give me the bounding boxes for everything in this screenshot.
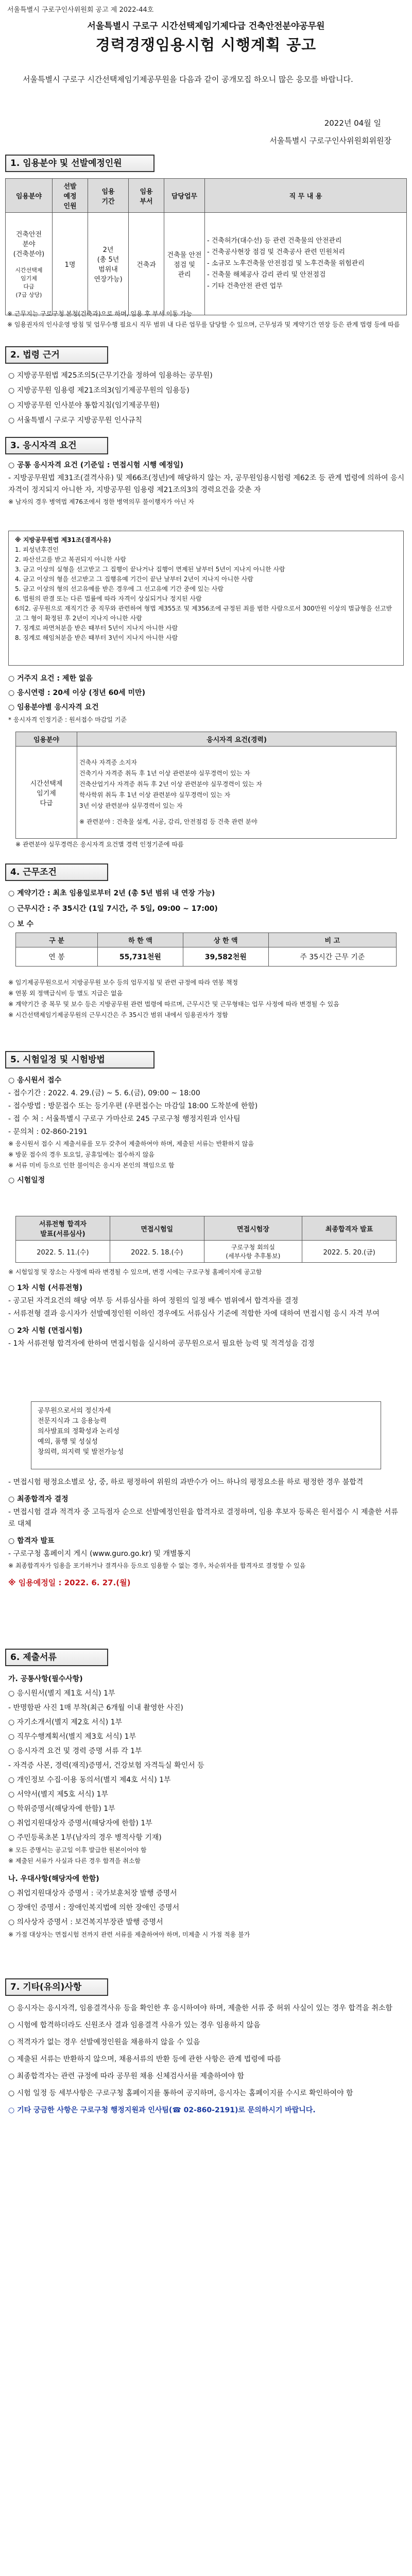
cell-duties: - 건축허가(대수선) 등 관련 건축물의 안전관리 - 건축공사현장 점검 및 건축공사 관련 민원처리 - 소규모 노후건축물 안전점검 및 노후건축물 위험관리 - 건축물 해체공사 감리 관리 및 안전점검 - 기타 건축안전 관련 업무 [205,213,407,315]
common-requirements: ○ 공통 응시자격 요건 (기준일 : 면접시험 시행 예정일) - 지방공무원법 제31조(결격사유) 및 제66조(정년)에 해당하지 않는 자, 공무원임용시험령 제62조 등 관계 법령에 의하여 응시자격이 정지되지 아니한 자, 지방공무원 임용령 제21조의3의 경력요건을 갖춘 자 ※ 남자의 경우 병역법 제76조에서 정한 병역의무 불이행자가 아닌 자 [8,461,405,505]
section-7-heading: 7. 기타(유의)사항 [5,1978,108,1996]
title-block [15,19,397,55]
col-period: 임용 기간 [88,179,129,213]
section-3-heading: 3. 응시자격 요건 [5,437,108,454]
pay-notes: ※ 임기제공무원으로서 지방공무원 보수 등의 업무지침 및 관련 규정에 따라 연봉 책정 ※ 연봉 외 정액급식비 등 별도 지급은 없음 ※ 계약기간 중 복무 및 보수 등은 지방공무원 관련 법령에 따르며, 근무시간 및 근무형태는 업무 사정에 따라 변경될 수 있음 ※ 시간선택제임기제공무원의 근무시간은 주 35시간 범위 내에서 임용권자가 정함 [8,979,339,1019]
section-5-heading: 5. 시험일정 및 시험방법 [5,1051,154,1069]
schedule-table [15,1216,397,1263]
table-header-row [6,179,407,213]
col-dept: 임용 부서 [129,179,164,213]
field-table [5,178,407,315]
section-2-heading: 2. 법령 근거 [5,346,108,364]
section-1-heading: 1. 임용분야 및 선발예정인원 [5,155,154,172]
interview-criteria-box: 공무원으로서의 정신자세 전문지식과 그 응용능력 의사발표의 정확성과 논리성 예의, 품행 및 성실성 창의력, 의지력 및 발전가능성 [31,1401,381,1469]
notice-number: 서울특별시 구로구인사위원회 공고 제 2022-44호 [7,6,154,14]
legal-basis-list: ○ 지방공무원법 제25조의5(근무기간을 정하여 임용하는 공무원) ○ 지방공무원 임용령 제21조의3(임기제공무원의 임용등) ○ 지방공무원 인사분야 통합지침(임기제공무원) ○ 서울특별시 구로구 지방공무원 인사규칙 [8,371,213,425]
cell-period: 2년 (총 5년 범위내 연장가능) [88,213,129,315]
table-row: 시간선택제 임기제 다급 건축사 자격증 소지자 건축기사 자격증 취득 후 1년 이상 관련분야 실무경력이 있는 자 건축산업기사 자격증 취득 후 2년 이상 관련분야 실무경력이 있는 자 학사학위 취득 후 1년 이상 관련분야 실무경력이 있는 자 3년 이상 관련분야 실무경력이 있는 자 ※ 관련분야 : 건축물 설계, 시공, 감리, 안전점검 등 건축 관련 분야 [16,747,397,839]
disqualification-box: ※ 지방공무원법 제31조(결격사유) 1. 피성년후견인 2. 파산선고를 받고 복권되지 아니한 사람 3. 금고 이상의 실형을 선고받고 그 집행이 끝나거나 집행이 면제된 날부터 5년이 지나지 아니한 사람 4. 금고 이상의 형을 선고받고 그 집행유예 기간이 끝난 날부터 2년이 지나지 아니한 사람 5. 금고 이상의 형의 선고유예를 받은 경우에 그 선고유예 기간 중에 있는 사람 6. 법원의 판결 또는 다른 법률에 따라 자격이 상실되거나 정지된 사람 6의2. 공무원으로 재직기간 중 직무와 관련하여 형법 제355조 및 제356조에 규정된 죄를 범한 사람으로서 300만원 이상의 벌금형을 선고받고 그 형이 확정된 후 2년이 지나지 아니한 사람 7. 징계로 파면처분을 받은 때부터 5년이 지나지 아니한 사람 8. 징계로 해임처분을 받은 때부터 3년이 지나지 아니한 사람 [8,531,404,666]
application-info: ○ 응시원서 접수 - 접수기간 : 2022. 4. 29.(금) ~ 5. 6.(금), 09:00 ~ 18:00 - 접수방법 : 방문접수 또는 등기우편 (우편접수는 마감일 18:00 도착분에 한함) - 접 수 처 : 서울특별시 구로구 가마산로 245 구로구청 행정지원과 인사팀 - 문의처 : 02-860-2191 ※ 응시원서 접수 시 제출서류를 모두 갖추어 제출하여야 하며, 제출된 서류는 반환하지 않음 ※ 방문 접수의 경우 토요일, 공휴일에는 접수하지 않음 ※ 서류 미비 등으로 인한 불이익은 응시자 본인의 책임으로 함 ○ 시험일정 [8,1076,258,1184]
cell-dept: 건축과 [129,213,164,315]
section-4-heading: 4. 근무조건 [5,863,108,881]
requirement-table [15,732,397,839]
cell-field: 건축안전 분야 (건축분야) 시간선택제 임기제 다급 (7급 상당) [6,213,53,315]
title-subtitle: 서울특별시 구로구 시간선택제임기제다급 건축안전분야공무원 [87,21,325,31]
final-selection: - 면접시험 평정요소별로 상, 중, 하로 평정하여 위원의 과반수가 어느 하나의 평정요소를 하로 평정한 경우 불합격 ○ 최종합격자 결정 - 면접시험 결과 적격자 중 고득점자 순으로 선발예정인원을 합격자로 결정하며, 임용 후보자 등록은 원서접수 시 제출한 서류로 대체 ○ 합격자 발표 - 구로구청 홈페이지 게시 (www.guro.go.kr) 및 개별통지 ※ 최종합격자가 임용을 포기하거나 결격사유 등으로 임용할 수 없는 경우, 차순위자를 합격자로 결정할 수 있음 ※ 임용예정일 : 2022. 6. 27.(월) [8,1477,405,1590]
other-notes: ○ 응시자는 응시자격, 임용결격사유 등을 확인한 후 응시하여야 하며, 제출한 서류 중 허위 사실이 있는 경우 합격을 취소함 ○ 시험에 합격하더라도 신원조사 결과 임용결격 사유가 있는 경우 임용하지 않음 ○ 적격자가 없는 경우 선발예정인원을 채용하지 않을 수 있음 ○ 제출된 서류는 반환하지 않으며, 채용서류의 반환 등에 관한 사항은 관계 법령에 따름 ○ 최종합격자는 관련 규정에 따라 공무원 채용 신체검사서를 제출하여야 함 ○ 시험 일정 등 세부사항은 구로구청 홈페이지를 통하여 공지하며, 응시자는 홈페이지를 수시로 확인하여야 함 ○ 기타 궁금한 사항은 구로구청 행정지원과 인사팀(☎ 02-860-2191)로 문의하시기 바랍니다. [8,2004,392,2114]
table-header-row: 서류전형 합격자 발표(서류심사) 면접시험일 면접시험장 최종합격자 발표 [16,1216,397,1241]
required-documents: 가. 공통사항(필수사항) ○ 응시원서(별지 제1호 서식) 1부 - 반명함판 사진 1매 부착(최근 6개월 이내 촬영한 사진) ○ 자기소개서(별지 제2호 서식) 1부 ○ 직무수행계획서(별지 제3호 서식) 1부 ○ 응시자격 요건 및 경력 증명 서류 각 1부 - 자격증 사본, 경력(재직)증명서, 건강보험 자격득실 확인서 등 ○ 개인정보 수집·이용 동의서(별지 제4호 서식) 1부 ○ 서약서(별지 제5호 서식) 1부 ○ 학위증명서(해당자에 한함) 1부 ○ 취업지원대상자 증명서(해당자에 한함) 1부 ○ 주민등록초본 1부(남자의 경우 병적사항 기재) ※ 모든 증명서는 공고일 이후 발급한 원본이어야 함 ※ 제출된 서류가 사실과 다른 경우 합격을 취소함 나. 우대사항(해당자에 한함) ○ 취업지원대상자 증명서 : 국가보훈처장 발행 증명서 ○ 장애인 증명서 : 장애인복지법에 의한 장애인 증명서 ○ 의사상자 증명서 : 보건복지부장관 발행 증명서 ※ 가점 대상자는 면접시험 전까지 관련 서류를 제출하여야 하며, 미제출 시 가점 적용 불가 [8,1675,250,1938]
issuing-agency: 서울특별시 구로구인사위원회위원장 [269,136,391,145]
section-1-notes: ※ 근무지는 구로구청 본청(건축과)으로 하며, 임용 후 부서 이동 가능 ※ 임용권자의 인사운영 방침 및 업무수행 필요시 직무 범위 내 다른 업무를 담당할 수 있으며, 근무성과 및 계약기간 연장 등은 관계 법령 등에 따름 [7,310,400,328]
requirement-extra: ※ 관련분야 실무경력은 응시자격 요건별 경력 인정기준에 따름 [15,841,184,848]
table-header-row: 구 분 하 한 액 상 한 액 비 고 [16,933,397,947]
table-row: 연 봉 55,731천원 39,582천원 주 35시간 근무 기준 [16,947,397,967]
pay-table [15,933,397,967]
table-row [6,213,407,315]
col-task: 담당업무 [164,179,205,213]
announce-date: 2022년 04월 일 [324,118,381,128]
table-header-row: 임용분야 응시자격 요건(경력) [16,732,397,747]
cell-task: 건축물 안전 점검 및 관리 [164,213,205,315]
col-duties: 직 무 내 용 [205,179,407,213]
section-6-heading: 6. 제출서류 [5,1649,108,1666]
domicile-age: ○ 거주지 요건 : 제한 없음 ○ 응시연령 : 20세 이상 (정년 60세 미만) ○ 임용분야별 응시자격 요건 * 응시자격 인정기준 : 원서접수 마감일 기준 [8,674,145,723]
table-row: 2022. 5. 11.(수) 2022. 5. 18.(수) 구로구청 회의실 (세부사항 추후통보) 2022. 5. 20.(금) [16,1241,397,1263]
work-conditions: ○ 계약기간 : 최초 임용일로부터 2년 (총 5년 범위 내 연장 가능) ○ 근무시간 : 주 35시간 (1일 7시간, 주 5일, 09:00 ~ 17:00) ○ 보 수 [8,889,218,928]
intro-text: 서울특별시 구로구 시간선택제임기제공무원을 다음과 같이 공개모집 하오니 많은 응모를 바랍니다. [23,75,353,84]
col-field: 임용분야 [6,179,53,213]
exam-procedure: ※ 시험일정 및 장소는 사정에 따라 변경될 수 있으며, 변경 시에는 구로구청 홈페이지에 공고함 ○ 1차 시험 (서류전형) - 공고된 자격요건의 해당 여부 등 서류심사를 하여 정원의 일정 배수 범위에서 합격자를 결정 - 서류전형 결과 응시자가 선발예정인원 이하인 경우에도 서류심사 기준에 적합한 자에 대하여 면접시험 응시 자격 부여 ○ 2차 시험 (면접시험) - 1차 서류전형 합격자에 한하여 면접시험을 실시하여 공무원으로서 필요한 능력 및 적격성을 검정 [8,1268,380,1348]
appointment-date: ※ 임용예정일 : 2022. 6. 27.(월) [8,1578,131,1587]
cell-count: 1명 [53,213,88,315]
page-title: 경력경쟁임용시험 시행계획 공고 [95,36,317,54]
col-count: 선발 예정 인원 [53,179,88,213]
